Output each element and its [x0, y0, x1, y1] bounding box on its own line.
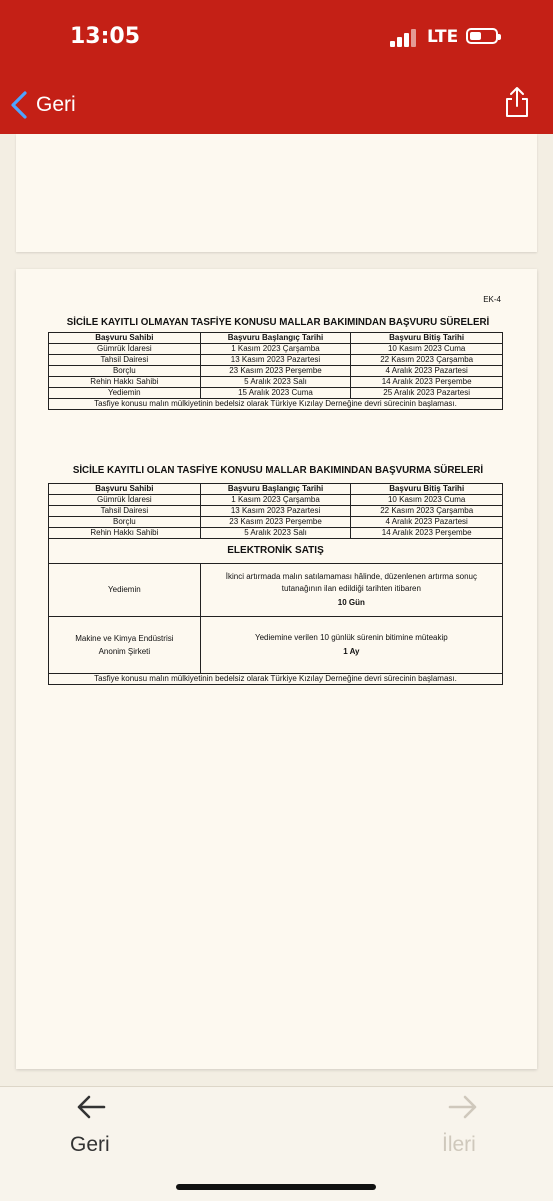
table-cell: 14 Aralık 2023 Perşembe [351, 377, 503, 388]
signal-icon [390, 29, 418, 47]
table1-header: Başvuru Bitiş Tarihi [351, 333, 503, 344]
table-cell: Borçlu [49, 366, 201, 377]
table-row [49, 528, 503, 539]
table1-header-row [49, 333, 503, 344]
nav-bar [0, 70, 553, 134]
table-row [49, 517, 503, 528]
makine-row [49, 617, 503, 674]
table-cell: Tahsil Dairesi [49, 506, 201, 517]
forward-nav-button[interactable]: İleri [442, 1133, 476, 1156]
table-cell: 4 Aralık 2023 Pazartesi [351, 517, 503, 528]
back-nav-button[interactable]: Geri [70, 1133, 110, 1156]
table-cell: 22 Kasım 2023 Çarşamba [351, 506, 503, 517]
status-time: 13:05 [70, 24, 141, 49]
document-page [16, 269, 537, 1069]
back-button[interactable] [10, 90, 76, 120]
table2-header: Başvuru Bitiş Tarihi [351, 484, 503, 495]
table2-footer: Tasfiye konusu malın mülkiyetinin bedelsiz olarak Türkiye Kızılay Derneğine devri sürecinin başlaması. [49, 674, 503, 685]
yediemin-row [49, 564, 503, 617]
arrow-right-icon[interactable] [448, 1095, 478, 1119]
yediemin-duration: 10 Gün [337, 598, 365, 607]
table2-footer-row [49, 674, 503, 685]
table-cell: 4 Aralık 2023 Pazartesi [351, 366, 503, 377]
table-row [49, 495, 503, 506]
table-cell: 23 Kasım 2023 Perşembe [200, 366, 351, 377]
table-cell: 13 Kasım 2023 Pazartesi [200, 355, 351, 366]
table-cell: 5 Aralık 2023 Salı [200, 528, 351, 539]
table-cell: Yediemin [49, 388, 201, 399]
table2-header: Başvuru Sahibi [49, 484, 201, 495]
table-row [49, 388, 503, 399]
table-cell: 1 Kasım 2023 Çarşamba [200, 344, 351, 355]
table1-header: Başvuru Başlangıç Tarihi [200, 333, 351, 344]
network-label: LTE [427, 27, 459, 47]
table1-footer: Tasfiye konusu malın mülkiyetinin bedelsiz olarak Türkiye Kızılay Derneğine devri sürecinin başlaması. [49, 399, 503, 410]
table-cell: Rehin Hakkı Sahibi [49, 377, 201, 388]
table2-header-row [49, 484, 503, 495]
home-indicator[interactable] [176, 1184, 376, 1190]
table1-title: SİCİLE KAYITLI OLMAYAN TASFİYE KONUSU MALLAR BAKIMINDAN BAŞVURU SÜRELERİ [66, 316, 490, 328]
table-cell: Gümrük İdaresi [49, 495, 201, 506]
electronic-sale-row [49, 539, 503, 564]
battery-icon [466, 28, 498, 44]
table-cell: Borçlu [49, 517, 201, 528]
electronic-sale-heading: ELEKTRONİK SATIŞ [49, 539, 503, 564]
table-row [49, 366, 503, 377]
table-cell: 10 Kasım 2023 Cuma [351, 344, 503, 355]
annex-label: EK-4 [483, 295, 501, 304]
table1 [48, 332, 503, 410]
table-cell: 13 Kasım 2023 Pazartesi [200, 506, 351, 517]
makine-text: Yedieminе verilen 10 günlük sürenin bitimine müteakip [255, 633, 448, 642]
share-icon[interactable] [502, 86, 532, 118]
table-cell: 15 Aralık 2023 Cuma [200, 388, 351, 399]
table-cell: Rehin Hakkı Sahibi [49, 528, 201, 539]
table-cell: 14 Aralık 2023 Perşembe [351, 528, 503, 539]
table-row [49, 355, 503, 366]
table-cell: 5 Aralık 2023 Salı [200, 377, 351, 388]
makine-cell [200, 617, 502, 674]
makine-label: Makine ve Kimya Endüstrisi Anonim Şirketi [49, 617, 201, 674]
table-row [49, 344, 503, 355]
table-cell: 1 Kasım 2023 Çarşamba [200, 495, 351, 506]
table-cell: 22 Kasım 2023 Çarşamba [351, 355, 503, 366]
previous-page [16, 134, 537, 252]
back-label: Geri [36, 93, 76, 116]
table-cell: 10 Kasım 2023 Cuma [351, 495, 503, 506]
table-row [49, 377, 503, 388]
table-cell: Tahsil Dairesi [49, 355, 201, 366]
table-row [49, 506, 503, 517]
makine-duration: 1 Ay [343, 647, 360, 656]
document-viewer[interactable] [0, 134, 553, 1086]
chevron-left-icon [10, 91, 28, 119]
table-cell: 25 Aralık 2023 Pazartesi [351, 388, 503, 399]
table2-title: SİCİLE KAYITLI OLAN TASFİYE KONUSU MALLAR BAKIMINDAN BAŞVURMA SÜRELERİ [72, 464, 484, 476]
table2 [48, 483, 503, 685]
table-cell: Gümrük İdaresi [49, 344, 201, 355]
arrow-left-icon[interactable] [76, 1095, 106, 1119]
table1-header: Başvuru Sahibi [49, 333, 201, 344]
table2-header: Başvuru Başlangıç Tarihi [200, 484, 351, 495]
yediemin-text: İkinci artırmada malın satılamaması hâlinde, düzenlenen artırma sonuç tutanağının ilan edildiği tarihten itibaren [225, 572, 477, 593]
table1-footer-row [49, 399, 503, 410]
yediemin-cell [200, 564, 502, 617]
table-cell: 23 Kasım 2023 Perşembe [200, 517, 351, 528]
yediemin-label: Yediemin [49, 564, 201, 617]
status-bar [0, 0, 553, 70]
